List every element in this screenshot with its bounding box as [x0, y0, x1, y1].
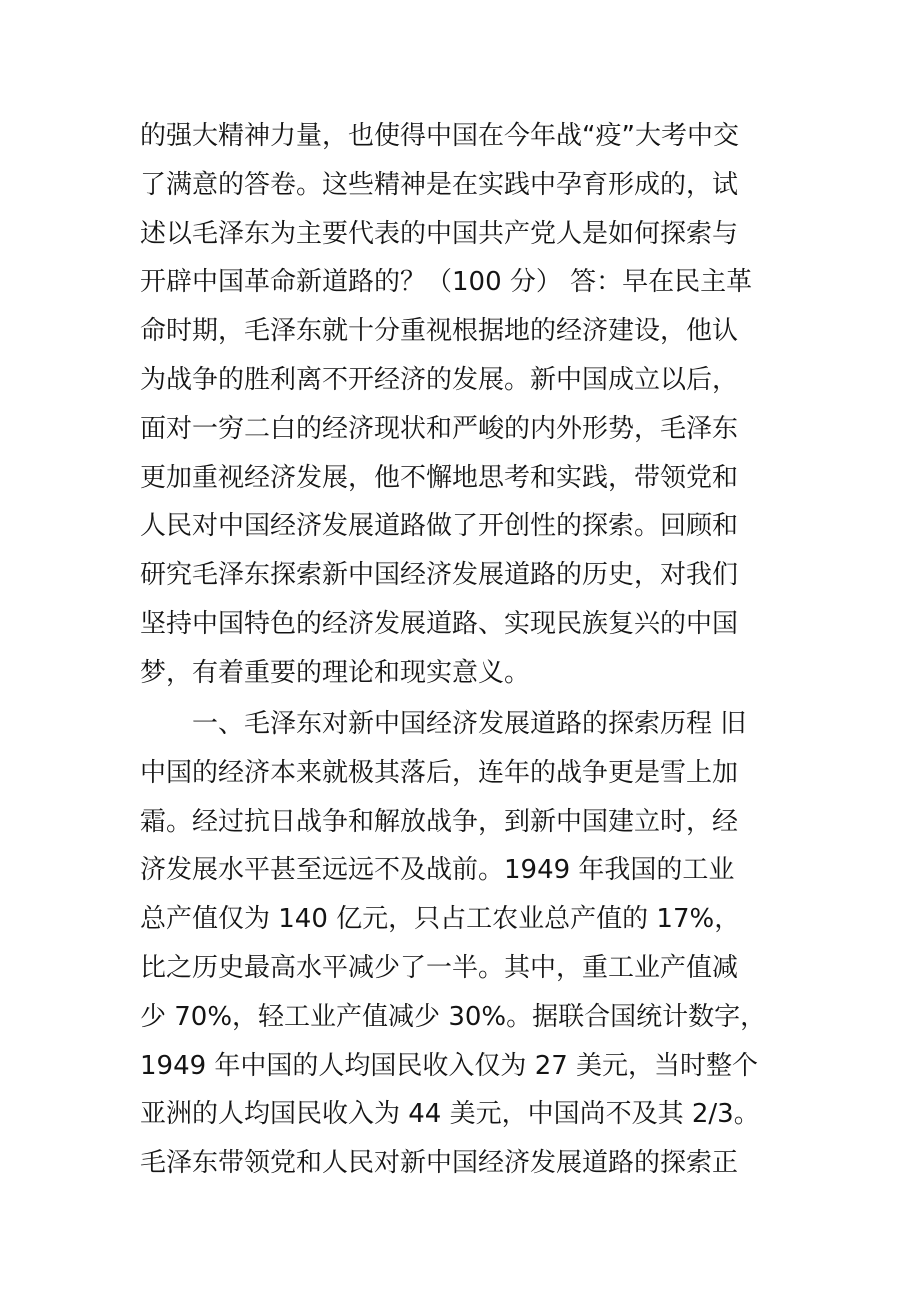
- text-line: 的强大精神力量，也使得中国在今年战“疫”大考中交: [140, 121, 739, 151]
- text-line: 亚洲的人均国民收入为 44 美元，中国尚不及其 2/3。: [140, 1099, 760, 1130]
- text-line: 面对一穷二白的经济现状和严峻的内外形势，毛泽东: [140, 413, 739, 444]
- text-line: 少 70%，轻工业产值减少 30%。据联合国统计数字，: [140, 1001, 767, 1032]
- text-line: 为战争的胜利离不开经济的发展。新中国成立以后，: [140, 364, 739, 395]
- section-heading-line: 一、毛泽东对新中国经济发展道路的探索历程 旧: [140, 709, 747, 739]
- text-line: 霜。经过抗日战争和解放战争，到新中国建立时，经: [140, 806, 739, 837]
- text-line: 总产值仅为 140 亿元，只占工农业总产值的 17%，: [140, 904, 741, 935]
- text-line: 比之历史最高水平减少了一半。其中，重工业产值减: [140, 952, 739, 983]
- text-line: 梦，有着重要的理论和现实意义。: [140, 657, 531, 688]
- text-line: 中国的经济本来就极其落后，连年的战争更是雪上加: [140, 757, 739, 788]
- text-line: 命时期，毛泽东就十分重视根据地的经济建设，他认: [140, 316, 739, 347]
- text-line: 坚持中国特色的经济发展道路、实现民族复兴的中国: [140, 608, 739, 639]
- body-paragraph: [140, 112, 800, 698]
- body-paragraph: [140, 700, 800, 1188]
- text-line: 毛泽东带领党和人民对新中国经济发展道路的探索正: [140, 1148, 739, 1179]
- text-line: 1949 年中国的人均国民收入仅为 27 美元，当时整个: [140, 1050, 759, 1081]
- text-line: 济发展水平甚至远远不及战前。1949 年我国的工业: [140, 855, 735, 886]
- text-line: 更加重视经济发展，他不懈地思考和实践，带领党和: [140, 462, 739, 493]
- text-line: 开辟中国革命新道路的？（100 分） 答：早在民主革: [140, 267, 753, 298]
- text-line: 了满意的答卷。这些精神是在实践中孕育形成的，试: [140, 169, 739, 200]
- text-line: 研究毛泽东探索新中国经济发展道路的历史，对我们: [140, 560, 739, 591]
- text-line: 人民对中国经济发展道路做了开创性的探索。回顾和: [140, 511, 739, 542]
- text-line: 述以毛泽东为主要代表的中国共产党人是如何探索与: [140, 218, 739, 249]
